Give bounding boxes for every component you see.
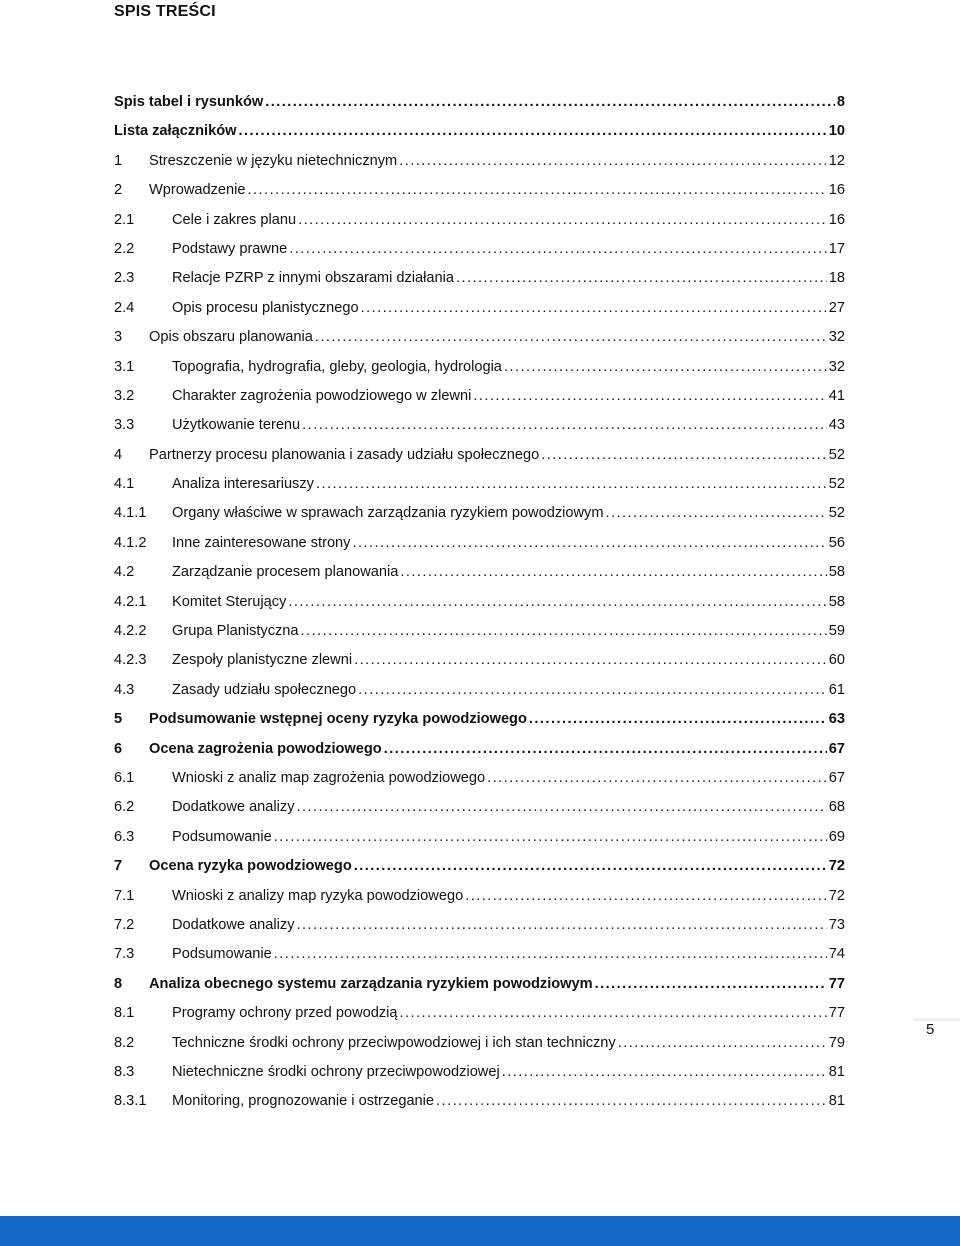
- toc-entry[interactable]: [114, 264, 845, 293]
- toc-entry-page: 17: [828, 240, 845, 257]
- dot-leader: [274, 823, 827, 852]
- toc-entry-page: 74: [828, 946, 845, 963]
- toc-entry-title: Spis tabel i rysunków: [114, 94, 264, 110]
- page-number: 5: [926, 1021, 935, 1038]
- toc-entry-page: 27: [828, 299, 845, 316]
- dot-leader: [238, 117, 826, 146]
- toc-entry-title: Dodatkowe analizy: [172, 916, 295, 933]
- toc-entry-number: 5: [114, 711, 123, 728]
- toc-entry-title: Ocena zagrożenia powodziowego: [149, 740, 382, 757]
- toc-entry[interactable]: [114, 382, 845, 411]
- toc-entry-number: 2: [114, 182, 123, 199]
- toc-entry-number: 8.1: [114, 1005, 135, 1022]
- toc-entry-number: 3: [114, 329, 123, 346]
- toc-entry-number: 7.1: [114, 887, 135, 904]
- toc-entry-number: 4.1.1: [114, 505, 147, 522]
- toc-entry[interactable]: [114, 88, 845, 117]
- toc-entry-title: Podsumowanie: [172, 946, 272, 963]
- toc-entry[interactable]: [114, 1058, 845, 1087]
- toc-entry-number: 2.3: [114, 270, 135, 287]
- toc-entry-number: 2.4: [114, 299, 135, 316]
- toc-entry-page: 8: [836, 94, 845, 110]
- toc-entry-title: Podstawy prawne: [172, 240, 288, 257]
- toc-entry-title: Ocena ryzyka powodziowego: [149, 858, 352, 875]
- toc-entry[interactable]: [114, 1087, 845, 1116]
- toc-entry-number: 4: [114, 446, 123, 463]
- toc-entry-number: 8.2: [114, 1034, 135, 1051]
- toc-entry-number: 8.3: [114, 1063, 135, 1080]
- toc-entry-page: 69: [828, 828, 845, 845]
- dot-leader: [436, 1087, 827, 1116]
- toc-entry-page: 81: [828, 1093, 845, 1110]
- toc-entry-number: 8.3.1: [114, 1093, 147, 1110]
- toc-entry-title: Podsumowanie: [172, 828, 272, 845]
- toc-entry[interactable]: [114, 470, 845, 499]
- toc-entry-title: Wnioski z analizy map ryzyka powodziowego: [172, 887, 464, 904]
- toc-entry-page: 16: [828, 182, 845, 199]
- toc-entry-page: 72: [828, 887, 845, 904]
- toc-entry-number: 4.1: [114, 476, 135, 493]
- dot-leader: [288, 588, 826, 617]
- dot-leader: [529, 705, 827, 734]
- toc-entry-title: Dodatkowe analizy: [172, 799, 295, 816]
- toc-entry-page: 81: [828, 1063, 845, 1080]
- toc-entry-title: Użytkowanie terenu: [172, 417, 301, 434]
- toc-entry[interactable]: [114, 558, 845, 587]
- toc-entry[interactable]: [114, 676, 845, 705]
- toc-entry-number: 2.2: [114, 240, 135, 257]
- toc-entry[interactable]: [114, 117, 845, 146]
- dot-leader: [605, 499, 826, 528]
- toc-entry-title: Cele i zakres planu: [172, 211, 297, 228]
- toc-entry[interactable]: [114, 353, 845, 382]
- toc-entry-number: 2.1: [114, 211, 135, 228]
- toc-entry-title: Grupa Planistyczna: [172, 623, 299, 640]
- toc-entry-page: 18: [828, 270, 845, 287]
- toc-entry-page: 32: [828, 329, 845, 346]
- toc-entry-number: 7: [114, 858, 123, 875]
- dot-leader: [400, 558, 826, 587]
- toc-entry-page: 67: [828, 769, 845, 786]
- toc-entry[interactable]: [114, 206, 845, 235]
- dot-leader: [315, 323, 827, 352]
- dot-leader: [354, 852, 827, 881]
- toc-entry-title: Komitet Sterujący: [172, 593, 287, 610]
- dot-leader: [487, 764, 827, 793]
- toc-entry-title: Analiza obecnego systemu zarządzania ryzykiem powodziowym: [149, 975, 593, 992]
- dot-leader: [473, 382, 826, 411]
- toc-entry-title: Monitoring, prognozowanie i ostrzeganie: [172, 1093, 435, 1110]
- dot-leader: [302, 411, 827, 440]
- toc-entry-title: Zarządzanie procesem planowania: [172, 564, 399, 581]
- toc-entry[interactable]: [114, 705, 845, 734]
- toc-entry-title: Inne zainteresowane strony: [172, 534, 351, 551]
- dot-leader: [400, 999, 827, 1028]
- toc-entry-title: Opis obszaru planowania: [149, 329, 313, 346]
- toc-entry-title: Organy właściwe w sprawach zarządzania ryzykiem powodziowym: [172, 505, 604, 522]
- toc-entry-number: 4.1.2: [114, 534, 147, 551]
- toc-entry-number: 4.3: [114, 681, 135, 698]
- toc-entry[interactable]: [114, 735, 845, 764]
- dot-leader: [502, 1058, 827, 1087]
- toc-entry-number: 4.2.3: [114, 652, 147, 669]
- toc-entry[interactable]: [114, 940, 845, 969]
- dot-leader: [298, 206, 827, 235]
- toc-entry-number: 6.2: [114, 799, 135, 816]
- toc-entry[interactable]: [114, 294, 845, 323]
- toc-entry-title: Relacje PZRP z innymi obszarami działania: [172, 270, 454, 287]
- toc-entry[interactable]: [114, 793, 845, 822]
- toc-entry[interactable]: [114, 646, 845, 675]
- toc-entry-title: Podsumowanie wstępnej oceny ryzyka powodziowego: [149, 711, 527, 728]
- toc-entry-title: Streszczenie w języku nietechnicznym: [149, 152, 398, 169]
- toc-entry-page: 58: [828, 564, 845, 581]
- toc-entry-number: 3.1: [114, 358, 135, 375]
- page-tab-decoration: [913, 1018, 960, 1021]
- toc-entry-page: 52: [828, 446, 845, 463]
- toc-entry-title: Nietechniczne środki ochrony przeciwpowodziowej: [172, 1063, 500, 1080]
- toc-entry-page: 10: [828, 123, 845, 140]
- toc-entry-page: 56: [828, 534, 845, 551]
- toc-entry-number: 4.2: [114, 564, 135, 581]
- toc-entry-page: 32: [828, 358, 845, 375]
- toc-entry[interactable]: [114, 323, 845, 352]
- toc-entry-title: Topografia, hydrografia, gleby, geologia, hydrologia: [172, 358, 502, 375]
- toc-entry-title: Analiza interesariuszy: [172, 476, 314, 493]
- toc-entry-page: 16: [828, 211, 845, 228]
- dot-leader: [595, 970, 827, 999]
- dot-leader: [274, 940, 827, 969]
- dot-leader: [352, 529, 826, 558]
- toc-entry-number: 8: [114, 975, 123, 992]
- page-title: SPIS TREŚCI: [114, 3, 216, 20]
- dot-leader: [301, 617, 827, 646]
- toc-entry-page: 59: [828, 623, 845, 640]
- toc-entry-number: 4.2.2: [114, 623, 147, 640]
- toc-entry[interactable]: [114, 852, 845, 881]
- toc-entry[interactable]: [114, 882, 845, 911]
- dot-leader: [297, 911, 827, 940]
- toc-entry-page: 43: [828, 417, 845, 434]
- dot-leader: [399, 147, 827, 176]
- toc-entry-page: 72: [828, 858, 845, 875]
- toc-entry-number: 3.2: [114, 387, 135, 404]
- dot-leader: [361, 294, 827, 323]
- toc-entry[interactable]: [114, 999, 845, 1028]
- toc-entry-title: Wprowadzenie: [149, 182, 246, 199]
- toc-entry-number: 4.2.1: [114, 593, 147, 610]
- dot-leader: [354, 646, 827, 675]
- toc-entry-page: 41: [828, 387, 845, 404]
- toc-entry-title: Lista załączników: [114, 123, 237, 140]
- toc-entry-number: 7.3: [114, 946, 135, 963]
- toc-entry-page: 67: [828, 740, 845, 757]
- toc-entry-page: 77: [828, 1005, 845, 1022]
- dot-leader: [541, 441, 827, 470]
- toc-entry-page: 73: [828, 916, 845, 933]
- dot-leader: [384, 735, 827, 764]
- toc-entry-page: 58: [828, 593, 845, 610]
- toc-entry-title: Charakter zagrożenia powodziowego w zlewni: [172, 387, 472, 404]
- dot-leader: [465, 882, 827, 911]
- toc-entry-number: 6.3: [114, 828, 135, 845]
- toc-entry-page: 52: [828, 476, 845, 493]
- toc-entry-number: 1: [114, 152, 123, 169]
- dot-leader: [358, 676, 827, 705]
- toc-entry[interactable]: [114, 588, 845, 617]
- toc-entry-title: Zasady udziału społecznego: [172, 681, 357, 698]
- table-of-contents: [114, 88, 845, 1117]
- dot-leader: [297, 793, 827, 822]
- footer-band: [0, 1216, 960, 1246]
- dot-leader: [504, 353, 827, 382]
- toc-entry-page: 61: [828, 681, 845, 698]
- dot-leader: [316, 470, 827, 499]
- toc-entry-title: Opis procesu planistycznego: [172, 299, 359, 316]
- toc-entry[interactable]: [114, 970, 845, 999]
- dot-leader: [618, 1029, 827, 1058]
- toc-entry-number: 3.3: [114, 417, 135, 434]
- toc-entry[interactable]: [114, 911, 845, 940]
- toc-entry[interactable]: [114, 499, 845, 528]
- toc-entry-page: 12: [828, 152, 845, 169]
- toc-entry[interactable]: [114, 235, 845, 264]
- toc-entry-title: Techniczne środki ochrony przeciwpowodziowej i ich stan techniczny: [172, 1034, 616, 1051]
- toc-entry[interactable]: [114, 1029, 845, 1058]
- dot-leader: [265, 88, 835, 117]
- toc-entry-page: 60: [828, 652, 845, 669]
- toc-entry-number: 7.2: [114, 916, 135, 933]
- toc-entry-page: 68: [828, 799, 845, 816]
- toc-entry-number: 6.1: [114, 769, 135, 786]
- toc-entry-page: 77: [828, 975, 845, 992]
- toc-entry[interactable]: [114, 441, 845, 470]
- dot-leader: [289, 235, 827, 264]
- toc-entry-title: Programy ochrony przed powodzią: [172, 1005, 398, 1022]
- toc-entry-title: Wnioski z analiz map zagrożenia powodziowego: [172, 769, 486, 786]
- dot-leader: [248, 176, 827, 205]
- toc-entry[interactable]: [114, 617, 845, 646]
- toc-entry[interactable]: [114, 823, 845, 852]
- toc-entry[interactable]: [114, 147, 845, 176]
- toc-entry[interactable]: [114, 176, 845, 205]
- toc-entry[interactable]: [114, 411, 845, 440]
- toc-entry-page: 63: [828, 711, 845, 728]
- toc-entry-page: 52: [828, 505, 845, 522]
- toc-entry[interactable]: [114, 764, 845, 793]
- toc-entry[interactable]: [114, 529, 845, 558]
- toc-entry-title: Zespoły planistyczne zlewni: [172, 652, 353, 669]
- toc-entry-page: 79: [828, 1034, 845, 1051]
- toc-entry-title: Partnerzy procesu planowania i zasady udziału społecznego: [149, 446, 540, 463]
- toc-entry-number: 6: [114, 740, 123, 757]
- dot-leader: [456, 264, 827, 293]
